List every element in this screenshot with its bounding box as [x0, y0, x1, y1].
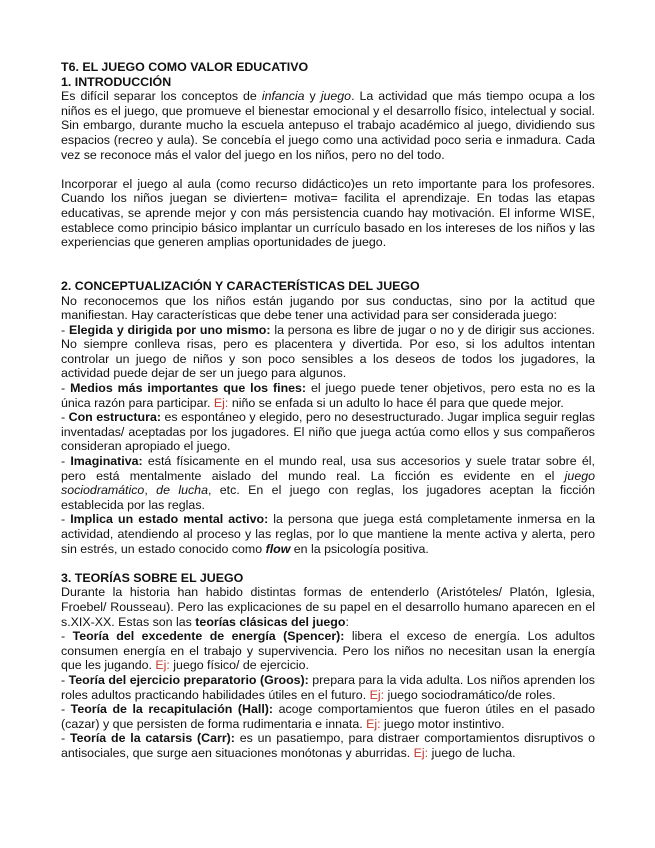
document-page [61, 60, 595, 761]
characteristic-item: - Implica un estado mental activo: la persona que juega está completamente inmersa en la actividad, atendiendo al proceso y las reglas, por lo que mantiene la mente activa y alerta, pero sin estrés, un estado conocido como flow en la psicología positiva. [61, 512, 595, 556]
section-1-heading: 1. INTRODUCCIÓN [61, 74, 172, 89]
characteristic-item: - Imaginativa: está físicamente en el mundo real, usa sus accesorios y suele tratar sobre él, pero está mentalmente aislado del mundo real. La ficción es evidente en el juego sociodramático, de lucha, etc. En el juego con reglas, los jugadores aceptan la ficción establecida por las reglas. [61, 454, 595, 512]
characteristic-item: - Con estructura: es espontáneo y elegido, pero no desestructurado. Jugar implica seguir reglas inventadas/ aceptadas por los jugadores. El niño que juega actúa como ellos y sus compañeros consideran apropiado el juego. [61, 410, 595, 454]
section-3-intro: Durante la historia han habido distintas formas de entenderlo (Aristóteles/ Platón, Iglesia, Froebel/ Rousseau). Pero las explicaciones de su papel en el desarrollo humano aparecen en el s.XIX-XX. Estas son las teorías clásicas del juego: [61, 585, 595, 629]
theory-item: - Teoría del excedente de energía (Spencer): libera el exceso de energía. Los adultos consumen energía en el trabajo y supervivencia. Pero los niños no necesitan usan la energía que les jugando. Ej: juego físico/ de ejercicio. [61, 629, 595, 673]
theory-item: - Teoría de la recapitulación (Hall): acoge comportamientos que fueron útiles en el pasado (cazar) y que persisten de forma rudimentaria e innata. Ej: juego motor instintivo. [61, 702, 595, 731]
section-1-paragraph-1: Es difícil separar los conceptos de infancia y juego. La actividad que más tiempo ocupa a los niños es el juego, que promueve el bienestar emocional y el desarrollo físico, intelectual y social. Sin embargo, durante mucho la escuela antepuso el trabajo académico al juego, dividiendo sus espacios (recreo y aula). Se concebía el juego como una actividad poco seria e inmadura. Cada vez se reconoce más el valor del juego en los niños, pero no del todo. [61, 89, 595, 162]
example-label: Ej: [155, 658, 170, 673]
section-2-heading: 2. CONCEPTUALIZACIÓN Y CARACTERÍSTICAS DEL JUEGO [61, 278, 420, 293]
example-label: Ej: [213, 395, 229, 410]
characteristic-item: - Medios más importantes que los fines: el juego puede tener objetivos, pero esta no es la única razón para participar. Ej: niño se enfada si un adulto lo hace él para que quede mejor. [61, 381, 595, 410]
example-label: Ej: [366, 716, 381, 731]
theory-item: - Teoría de la catarsis (Carr): es un pasatiempo, para distraer comportamientos disruptivos o antisociales, que surge aen situaciones monótonas y aburridas. Ej: juego de lucha. [61, 731, 595, 760]
theory-item: - Teoría del ejercicio preparatorio (Groos): prepara para la vida adulta. Los niños aprenden los roles adultos practicando habilidades útiles en el futuro. Ej: juego sociodramático/de roles. [61, 672, 595, 702]
characteristic-item: - Elegida y dirigida por uno mismo: la persona es libre de jugar o no y de dirigir sus acciones. No siempre conlleva risas, pero es placentera y divertida. Por eso, si los adultos intentan controlar un juego de niños y son poco sensibles a los deseos de todos los jugadores, la actividad puede dejar de ser un juego para algunos. [61, 322, 595, 381]
document-title: T6. EL JUEGO COMO VALOR EDUCATIVO [61, 60, 309, 74]
section-2-intro: No reconocemos que los niños están jugando por sus conductas, sino por la actitud que manifiestan. Hay características que debe tener una actividad para ser considerada juego: [61, 293, 595, 323]
example-label: Ej: [369, 687, 385, 702]
example-label: Ej: [413, 745, 429, 760]
section-1-paragraph-2: Incorporar el juego al aula (como recurso didáctico)es un reto importante para los profesores. Cuando los niños juegan se divierten= motiva= facilita el aprendizaje. En todas las etapas educativas, se aprende mejor y con más persistencia cuando hay motivación. El informe WISE, establece como principio básico implantar un currículo basado en los intereses de los niños y las experiencias que generen amplias oportunidades de juego. [61, 176, 595, 250]
section-3-heading: 3. TEORÍAS SOBRE EL JUEGO [61, 570, 244, 585]
